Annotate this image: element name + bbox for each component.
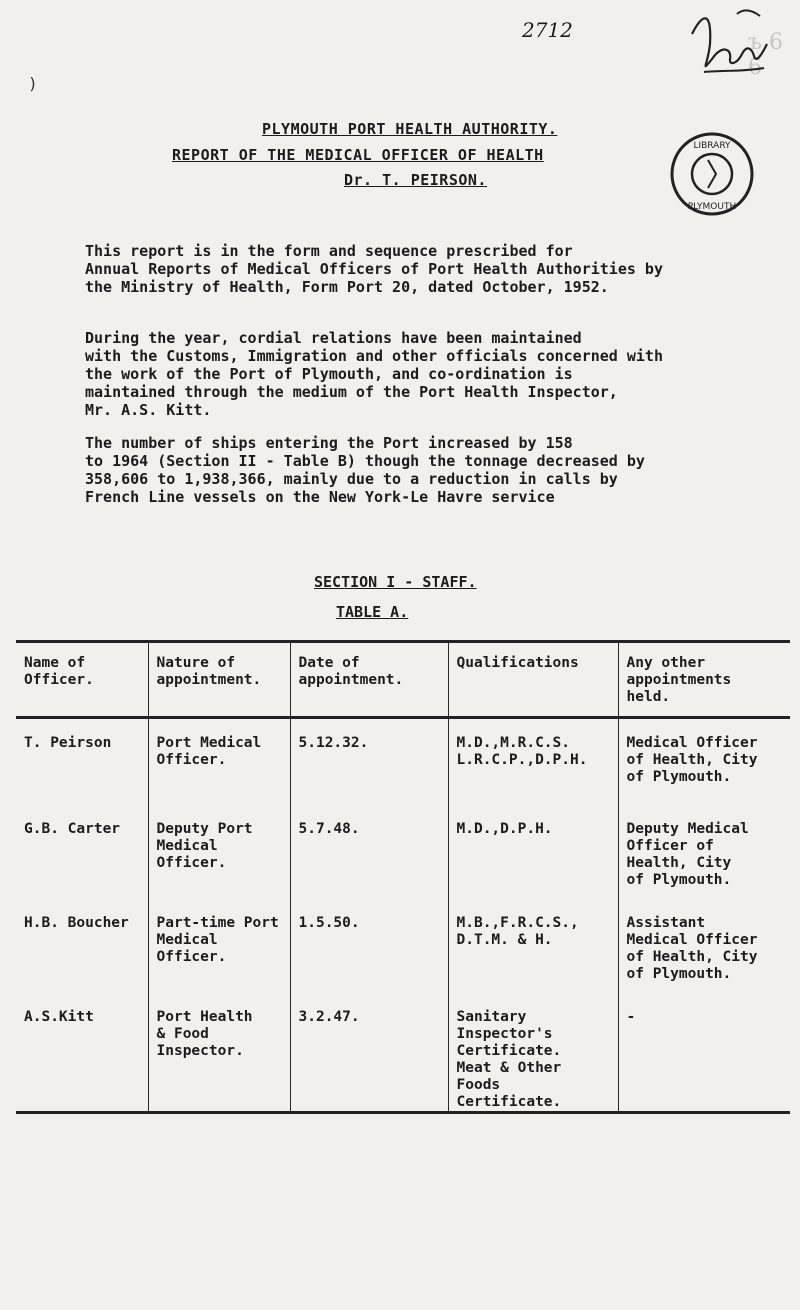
table-row	[16, 903, 790, 997]
reference-number: 2712	[522, 18, 573, 42]
stamp-top-text: LIBRARY	[693, 141, 731, 151]
appointment-date: 5.7.48.	[290, 809, 448, 903]
appointment-date: 1.5.50.	[290, 903, 448, 997]
qualifications: Sanitary Inspector's Certificate. Meat & Other Foods Certificate.	[448, 997, 618, 1113]
library-stamp	[668, 130, 756, 218]
table-row	[16, 809, 790, 903]
qualifications: M.D.,D.P.H.	[448, 809, 618, 903]
qualifications: M.D.,M.R.C.S. L.R.C.P.,D.P.H.	[448, 718, 618, 810]
header-appointment: Nature of appointment.	[148, 642, 290, 718]
appointment-nature: Port Medical Officer.	[148, 718, 290, 810]
handwritten-signature	[682, 4, 772, 84]
intro-paragraph-2: During the year, cordial relations have been maintained with the Customs, Immigration and other officials concerned with the work of the Port of Plymouth, and co-ordination is maintained through the medium of the Port Health Inspector, Mr. A.S. Kitt.	[85, 329, 663, 419]
corner-mark: ъ 6 6	[748, 30, 783, 80]
staff-table	[16, 640, 790, 1114]
header-qualifications: Qualifications	[448, 642, 618, 718]
table-row	[16, 997, 790, 1113]
table-title: TABLE A.	[336, 603, 409, 621]
officer-name: G.B. Carter	[24, 821, 121, 837]
qualifications: M.B.,F.R.C.S., D.T.M. & H.	[448, 903, 618, 997]
appointment-nature: Deputy Port Medical Officer.	[148, 809, 290, 903]
table-row	[16, 718, 790, 810]
header-name: Name of Officer.	[24, 655, 94, 688]
appointment-date: 5.12.32.	[290, 718, 448, 810]
report-title: REPORT OF THE MEDICAL OFFICER OF HEALTH	[172, 146, 544, 164]
appointment-nature: Port Health & Food Inspector.	[148, 997, 290, 1113]
section-title: SECTION I - STAFF.	[314, 573, 477, 591]
authority-title: PLYMOUTH PORT HEALTH AUTHORITY.	[262, 120, 558, 138]
other-appointments: Assistant Medical Officer of Health, City of Plymouth.	[618, 903, 790, 997]
intro-paragraph-3: The number of ships entering the Port increased by 158 to 1964 (Section II - Table B) though the tonnage decreased by 358,606 to 1,938,366, mainly due to a reduction in calls by French Line vessels on the New York-Le Havre service	[85, 434, 645, 506]
stamp-bottom-text: PLYMOUTH	[687, 202, 737, 212]
header-other-appointments: Any other appointments held.	[618, 642, 790, 718]
officer-name: A.S.Kitt	[24, 1009, 94, 1025]
header-date: Date of appointment.	[290, 642, 448, 718]
intro-paragraph-1: This report is in the form and sequence prescribed for Annual Reports of Medical Officers of Port Health Authorities by the Ministry of Health, Form Port 20, dated October, 1952.	[85, 242, 663, 296]
officer-name: T. Peirson	[24, 735, 112, 751]
other-appointments: Deputy Medical Officer of Health, City of Plymouth.	[618, 809, 790, 903]
officer-name: H.B. Boucher	[24, 915, 129, 931]
author-name: Dr. T. PEIRSON.	[344, 171, 487, 189]
other-appointments: Medical Officer of Health, City of Plymouth.	[618, 718, 790, 810]
appointment-nature: Part-time Port Medical Officer.	[148, 903, 290, 997]
other-appointments: -	[618, 997, 790, 1113]
appointment-date: 3.2.47.	[290, 997, 448, 1113]
table-header-row	[16, 642, 790, 718]
margin-mark: )	[28, 74, 38, 93]
